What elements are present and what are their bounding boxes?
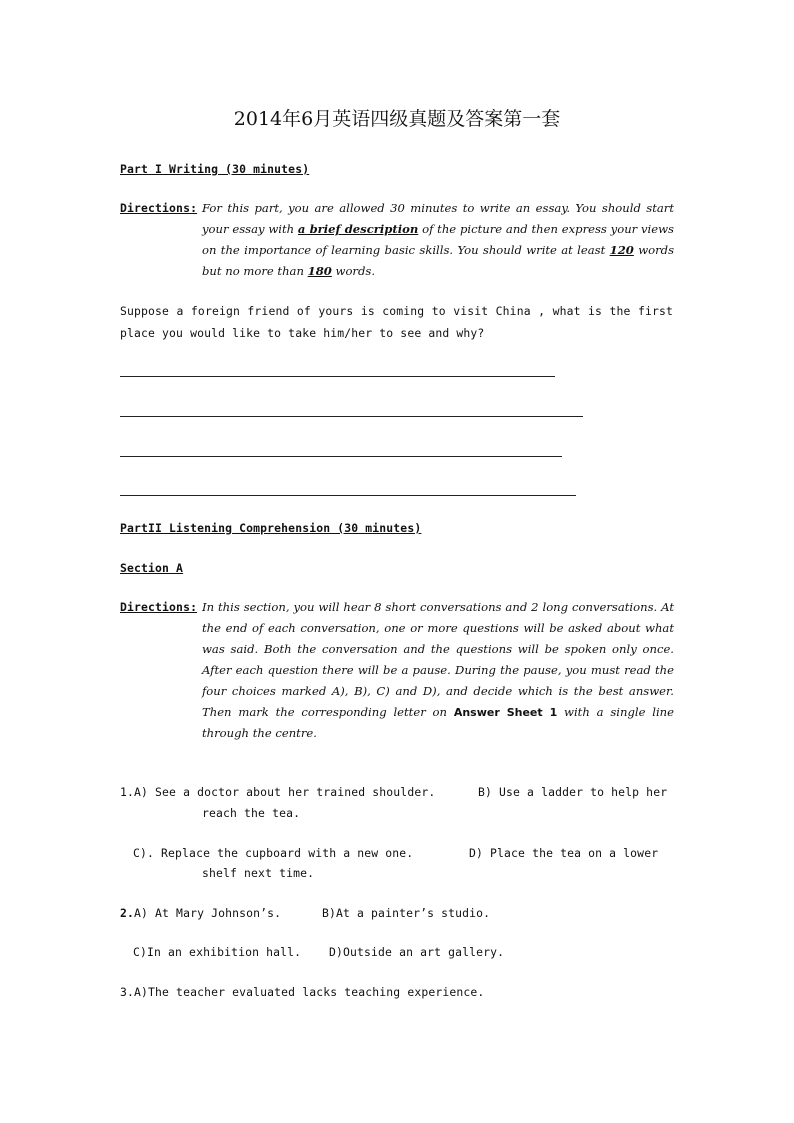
- q1-option-a: 1.A) See a doctor about her trained shoulder.: [120, 785, 436, 799]
- q2-option-a: A) At Mary Johnson’s.: [134, 906, 282, 920]
- part1-heading: Part I Writing (30 minutes): [120, 162, 310, 176]
- q3-option-a: 3.A)The teacher evaluated lacks teaching experience.: [120, 985, 485, 999]
- q2-option-b: B)At a painter’s studio.: [322, 906, 491, 920]
- q2-number: 2.: [120, 906, 135, 920]
- q2-option-d: D)Outside an art gallery.: [329, 945, 505, 959]
- q1-option-b-cont: reach the tea.: [202, 806, 301, 820]
- q1-option-d-cont: shelf next time.: [202, 866, 315, 880]
- page-title: 2014年6月英语四级真题及答案第一套: [233, 108, 561, 130]
- part1-directions-label: Directions:: [120, 201, 198, 215]
- writing-prompt: Suppose a foreign friend of yours is coming to visit China , what is the first place you would like to take him/her to see and why?: [120, 304, 673, 340]
- answer-line-3[interactable]: [120, 456, 562, 457]
- max-words: 180: [307, 264, 332, 278]
- answer-sheet-label: Answer Sheet 1: [453, 706, 558, 719]
- q1-option-c: C). Replace the cupboard with a new one.: [133, 846, 414, 860]
- part2-directions-text: [202, 597, 674, 744]
- part1-directions-pre: For this part, you are allowed 30 minutes to write an essay. You should start your essay with: [202, 201, 674, 236]
- part2-heading: PartII Listening Comprehension (30 minutes): [120, 521, 422, 535]
- part1-directions-text: [202, 198, 674, 282]
- part2-directions-label: Directions:: [120, 600, 198, 614]
- answer-line-4[interactable]: [120, 495, 576, 496]
- q2-option-c: C)In an exhibition hall.: [133, 945, 302, 959]
- part1-directions-end: words.: [335, 264, 376, 278]
- q2-line1: [120, 906, 281, 920]
- part1-directions-bold: a brief description: [297, 222, 419, 236]
- min-words: 120: [609, 243, 634, 257]
- q1-option-b: B) Use a ladder to help her: [478, 785, 668, 799]
- part1-directions-mid: of the picture and then express your views on the importance of learning basic skills. You should write at least: [202, 222, 674, 257]
- answer-line-1[interactable]: [120, 376, 555, 377]
- part1-directions-mid2: words but no more than: [202, 243, 675, 278]
- section-a-heading: Section A: [120, 561, 184, 575]
- part2-directions-end: with a single line through the centre.: [202, 705, 674, 740]
- part2-directions-pre: In this section, you will hear 8 short conversations and 2 long conversations. At the end of each conversation, one or more questions will be asked about what was said. Both the conversation and the questions will be spoken only once. After each question there will be a pause. During the pause, you must read the four choices marked A), B), C) and D), and decide which is the best answer. Then mark the corresponding letter on: [202, 600, 674, 719]
- q1-option-d: D) Place the tea on a lower: [469, 846, 659, 860]
- answer-line-2[interactable]: [120, 416, 583, 417]
